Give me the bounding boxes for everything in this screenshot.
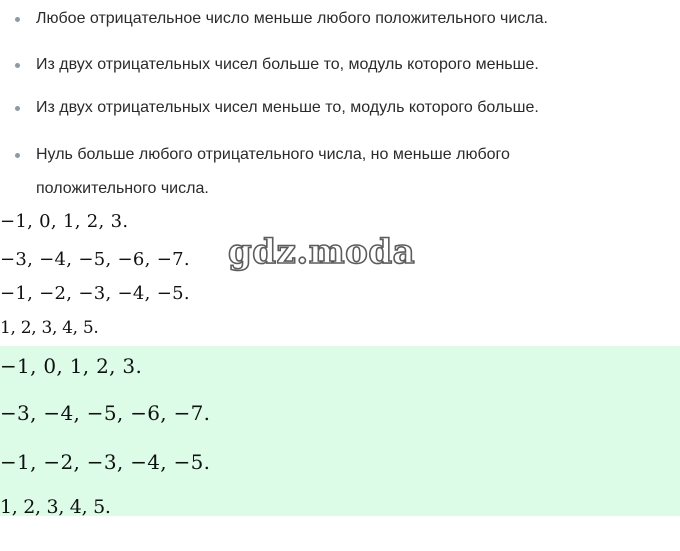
highlighted-answers-panel	[0, 346, 680, 516]
bullet-icon	[15, 17, 20, 22]
rule-text: Из двух отрицательных чисел больше то, модуль которого меньше.	[36, 56, 539, 73]
watermark-logo: gdz.moda	[228, 232, 416, 272]
rule-text: Нуль больше любого отрицательного числа, но меньше любого положительного числа.	[36, 146, 510, 197]
bullet-icon	[15, 63, 20, 68]
answer-line: −1, 0, 1, 2, 3.	[0, 354, 143, 378]
answer-line: −3, −4, −5, −6, −7.	[0, 401, 211, 425]
bullet-icon	[15, 153, 20, 158]
answer-line: −3, −4, −5, −6, −7.	[0, 249, 190, 270]
bullet-icon	[15, 106, 20, 111]
answer-line: 1, 2, 3, 4, 5.	[0, 318, 99, 338]
rule-text: Любое отрицательное число меньше любого положительного числа.	[36, 10, 548, 27]
rule-text: Из двух отрицательных чисел меньше то, модуль которого больше.	[36, 99, 539, 116]
answer-line: −1, −2, −3, −4, −5.	[0, 283, 190, 304]
answer-line: −1, 0, 1, 2, 3.	[0, 211, 129, 232]
answer-line: −1, −2, −3, −4, −5.	[0, 450, 211, 474]
answer-line: 1, 2, 3, 4, 5.	[0, 496, 111, 518]
